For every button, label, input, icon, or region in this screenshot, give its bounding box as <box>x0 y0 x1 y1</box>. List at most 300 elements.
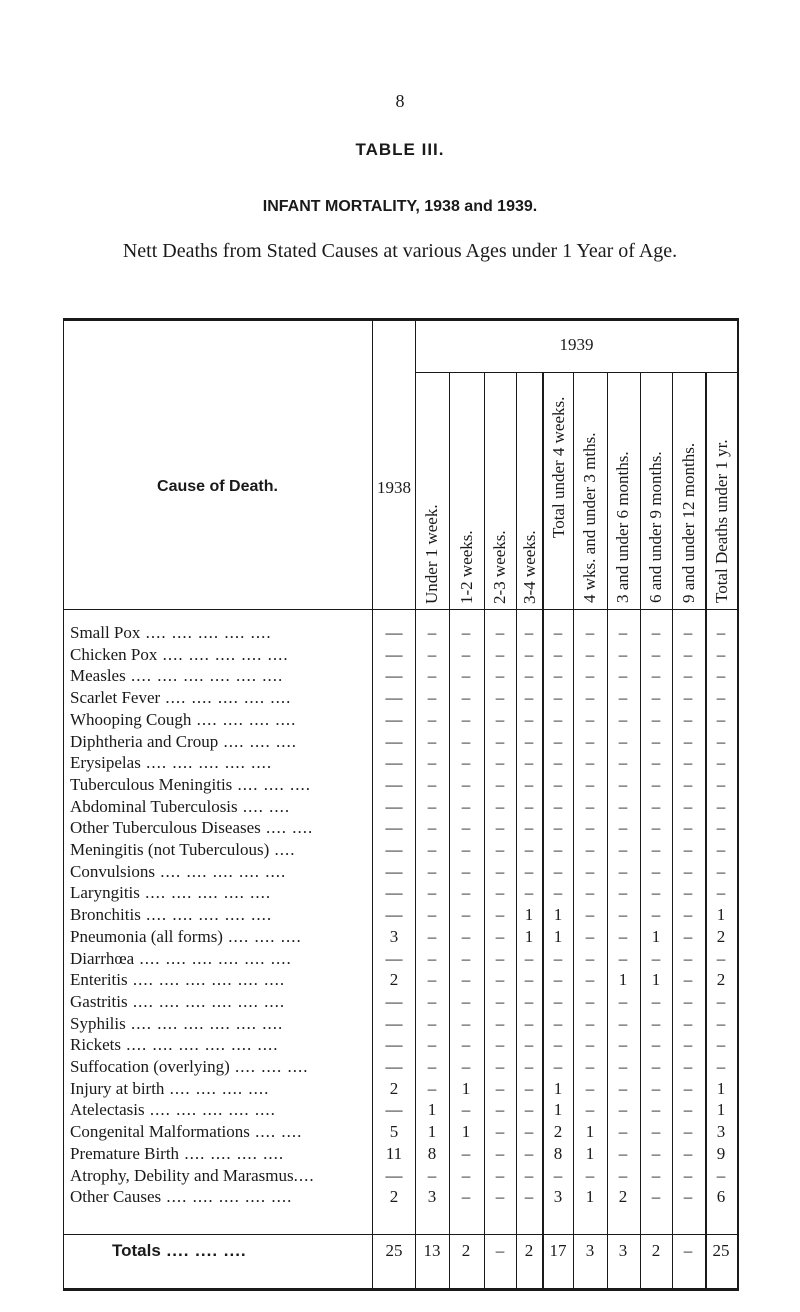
value-1939-col-9: – <box>683 1100 693 1119</box>
leader-dots: .... .... .... .... .... <box>140 753 273 772</box>
value-1939-col-2: – <box>461 883 471 902</box>
value-1939-col-5: – <box>553 710 563 729</box>
cause-label <box>70 1057 370 1077</box>
table-row <box>0 753 800 773</box>
value-1939-col-1: – <box>427 970 437 989</box>
value-1939-col-3: – <box>495 1187 505 1206</box>
value-1939-col-7: – <box>618 992 628 1011</box>
value-1939-col-5: 3 <box>553 1187 563 1206</box>
value-1939-col-1: – <box>427 666 437 685</box>
value-1938: — <box>385 992 403 1011</box>
value-1939-col-9: – <box>683 949 693 968</box>
cause-label <box>70 1035 370 1055</box>
value-1939-col-2: – <box>461 775 471 794</box>
cause-text: Gastritis <box>70 992 128 1011</box>
value-1939-col-3: – <box>495 862 505 881</box>
value-1939-col-4: – <box>524 840 534 859</box>
value-1939-col-7: – <box>618 1144 628 1163</box>
value-1939-col-7: – <box>618 883 628 902</box>
cause-label <box>70 645 370 665</box>
value-1939-col-5: – <box>553 818 563 837</box>
value-1939-col-8: – <box>651 1079 661 1098</box>
cause-text: Diphtheria and Croup <box>70 732 219 751</box>
value-1939-col-10: – <box>716 732 726 751</box>
value-1939-col-4: 1 <box>524 927 534 946</box>
table-row <box>0 1079 800 1099</box>
cause-text: Other Tuberculous Diseases <box>70 818 261 837</box>
value-1939-col-10: – <box>716 883 726 902</box>
table-row <box>0 1122 800 1142</box>
value-1939-col-3: – <box>495 710 505 729</box>
value-1939-col-6: – <box>585 970 595 989</box>
leader-dots: .... .... .... .... <box>179 1144 285 1163</box>
value-1939-col-3: – <box>495 775 505 794</box>
cause-text: Injury at birth <box>70 1079 165 1098</box>
value-1939-col-6: – <box>585 1079 595 1098</box>
leader-dots: .... .... .... .... <box>191 710 297 729</box>
leader-dots: .... .... .... .... .... .... <box>125 666 284 685</box>
value-1939-col-9: – <box>683 1035 693 1054</box>
value-1939-col-6: – <box>585 818 595 837</box>
value-1939-col-9: – <box>683 1187 693 1206</box>
value-1939-col-8: – <box>651 1166 661 1185</box>
value-1939-col-10: 2 <box>716 970 726 989</box>
value-1939-col-3: – <box>495 1014 505 1033</box>
value-1938: — <box>385 818 403 837</box>
table-row <box>0 623 800 643</box>
value-1939-col-3: – <box>495 1166 505 1185</box>
value-1939-col-3: – <box>495 1122 505 1141</box>
value-1939-col-5: – <box>553 688 563 707</box>
age-header-under-1-week: Under 1 week. <box>422 504 441 604</box>
value-1939-col-10: – <box>716 1166 726 1185</box>
table-row <box>0 1035 800 1055</box>
value-1939-col-8: – <box>651 883 661 902</box>
leader-dots: .... .... <box>260 818 314 837</box>
leader-dots: .... .... <box>237 797 291 816</box>
totals-text: Totals <box>112 1241 161 1260</box>
value-1939-col-2: – <box>461 623 471 642</box>
value-1939-col-3: – <box>495 883 505 902</box>
value-1939-col-10: – <box>716 949 726 968</box>
value-1939-col-9: – <box>683 905 693 924</box>
value-1939-col-2: – <box>461 818 471 837</box>
value-1939-col-8: – <box>651 753 661 772</box>
value-1939-col-10: – <box>716 645 726 664</box>
value-1939-col-2: – <box>461 1035 471 1054</box>
value-1939-col-5: – <box>553 623 563 642</box>
cause-label <box>70 905 370 925</box>
table-row <box>0 862 800 882</box>
table-row <box>0 797 800 817</box>
value-1939-col-6: 3 <box>585 1241 595 1260</box>
value-1939-col-7: – <box>618 949 628 968</box>
value-1939-col-4: – <box>524 970 534 989</box>
value-1939-col-5: – <box>553 949 563 968</box>
cause-text: Other Causes <box>70 1187 162 1206</box>
value-1939-col-8: – <box>651 797 661 816</box>
leader-dots: .... .... .... .... .... <box>161 1187 293 1206</box>
value-1939-col-4: – <box>524 1166 534 1185</box>
value-1939-col-3: – <box>495 927 505 946</box>
value-1939-col-9: – <box>683 688 693 707</box>
value-1939-col-10: – <box>716 992 726 1011</box>
value-1939-col-6: – <box>585 710 595 729</box>
value-1939-col-9: – <box>683 862 693 881</box>
value-1939-col-5: – <box>553 992 563 1011</box>
value-1939-col-7: – <box>618 688 628 707</box>
value-1939-col-7: – <box>618 1100 628 1119</box>
value-1939-col-8: 1 <box>651 927 661 946</box>
value-1939-col-1: – <box>427 883 437 902</box>
value-1938: 5 <box>389 1122 399 1141</box>
cause-text: Diarrhœa <box>70 949 135 968</box>
cause-label <box>70 753 370 773</box>
cause-label <box>70 992 370 1012</box>
value-1939-col-6: – <box>585 732 595 751</box>
value-1938: — <box>385 623 403 642</box>
table-row <box>0 883 800 903</box>
value-1939-col-3: – <box>495 992 505 1011</box>
table-row <box>0 710 800 730</box>
leader-dots: .... <box>293 1166 315 1185</box>
value-1939-col-9: – <box>683 1057 693 1076</box>
value-1939-col-1: – <box>427 927 437 946</box>
cause-label <box>70 1100 370 1120</box>
cause-label <box>70 970 370 990</box>
cause-text: Pneumonia (all forms) <box>70 927 223 946</box>
value-1938: — <box>385 949 403 968</box>
value-1939-col-1: – <box>427 1079 437 1098</box>
value-1939-col-7: – <box>618 840 628 859</box>
value-1939-col-5: 2 <box>553 1122 563 1141</box>
value-1939-col-1: – <box>427 623 437 642</box>
value-1939-col-2: – <box>461 949 471 968</box>
value-1939-col-4: – <box>524 1079 534 1098</box>
table-row <box>0 1100 800 1120</box>
cause-label <box>70 840 370 860</box>
value-1939-col-2: – <box>461 1187 471 1206</box>
value-1939-col-4: – <box>524 862 534 881</box>
value-1939-col-5: – <box>553 1014 563 1033</box>
value-1939-col-3: – <box>495 1100 505 1119</box>
value-1939-col-4: – <box>524 1187 534 1206</box>
cause-text: Premature Birth <box>70 1144 180 1163</box>
value-1938: — <box>385 905 403 924</box>
value-1939-col-6: – <box>585 1057 595 1076</box>
leader-dots: .... .... .... <box>229 1057 309 1076</box>
leader-dots: .... .... .... .... .... <box>160 688 292 707</box>
value-1939-col-8: – <box>651 775 661 794</box>
value-1939-col-10: – <box>716 623 726 642</box>
value-1939-col-2: – <box>461 992 471 1011</box>
value-1939-col-8: – <box>651 623 661 642</box>
value-1939-col-4: – <box>524 753 534 772</box>
value-1939-col-5: – <box>553 753 563 772</box>
value-1939-col-10: 25 <box>712 1241 730 1260</box>
leader-dots: .... .... <box>249 1122 303 1141</box>
value-1939-col-8: – <box>651 1122 661 1141</box>
value-1939-col-9: – <box>683 1079 693 1098</box>
table-row <box>0 1187 800 1207</box>
value-1938: 2 <box>389 1079 399 1098</box>
value-1939-col-10: 1 <box>716 1079 726 1098</box>
cause-text: Syphilis <box>70 1014 126 1033</box>
value-1939-col-6: – <box>585 992 595 1011</box>
value-1938: — <box>385 797 403 816</box>
leader-dots: .... .... .... .... .... <box>140 905 273 924</box>
value-1939-col-2: – <box>461 862 471 881</box>
value-1939-col-8: 1 <box>651 970 661 989</box>
value-1939-col-1: – <box>427 1014 437 1033</box>
age-header-6-9-months: 6 and under 9 months. <box>646 451 665 603</box>
value-1938: — <box>385 1166 403 1185</box>
value-1939-col-9: – <box>683 927 693 946</box>
value-1939-col-4: – <box>524 645 534 664</box>
value-1939-col-1: – <box>427 992 437 1011</box>
value-1939-col-7: – <box>618 818 628 837</box>
value-1939-col-10: – <box>716 1035 726 1054</box>
leader-dots: .... .... .... .... .... <box>155 862 287 881</box>
value-1939-col-4: – <box>524 1057 534 1076</box>
leader-dots: .... .... .... .... .... .... <box>125 1014 284 1033</box>
value-1939-col-10: – <box>716 753 726 772</box>
value-1938: — <box>385 732 403 751</box>
value-1938: — <box>385 840 403 859</box>
value-1938: 2 <box>389 1187 399 1206</box>
value-1939-col-5: 1 <box>553 1079 563 1098</box>
table-row <box>0 645 800 665</box>
value-1938: 2 <box>389 970 399 989</box>
value-1939-col-5: – <box>553 775 563 794</box>
value-1939-col-4: – <box>524 992 534 1011</box>
value-1939-col-1: 3 <box>427 1187 437 1206</box>
value-1939-col-5: 1 <box>553 1100 563 1119</box>
value-1939-col-1: – <box>427 1166 437 1185</box>
value-1939-col-6: 1 <box>585 1122 595 1141</box>
table-row <box>0 1144 800 1164</box>
value-1939-col-2: – <box>461 1057 471 1076</box>
value-1939-col-2: – <box>461 1014 471 1033</box>
value-1939-col-8: – <box>651 710 661 729</box>
value-1939-col-10: 9 <box>716 1144 726 1163</box>
value-1939-col-2: – <box>461 645 471 664</box>
value-1939-col-7: – <box>618 753 628 772</box>
value-1939-col-3: – <box>495 623 505 642</box>
value-1939-col-6: – <box>585 949 595 968</box>
leader-dots: .... .... .... .... .... <box>140 623 272 642</box>
value-1939-col-4: – <box>524 623 534 642</box>
value-1939-col-4: – <box>524 797 534 816</box>
totals-label <box>112 1241 370 1261</box>
value-1939-col-1: – <box>427 905 437 924</box>
value-1939-col-5: 1 <box>553 905 563 924</box>
value-1939-col-9: – <box>683 840 693 859</box>
value-1939-col-4: – <box>524 1014 534 1033</box>
value-1939-col-1: – <box>427 818 437 837</box>
value-1939-col-9: – <box>683 1241 693 1260</box>
value-1939-col-7: – <box>618 927 628 946</box>
value-1938: — <box>385 883 403 902</box>
cause-label <box>70 949 370 969</box>
value-1939-col-6: – <box>585 666 595 685</box>
table-row <box>0 1014 800 1034</box>
value-1939-col-1: – <box>427 949 437 968</box>
cause-text: Convulsions <box>70 862 156 881</box>
value-1939-col-10: 3 <box>716 1122 726 1141</box>
value-1939-col-4: – <box>524 949 534 968</box>
value-1939-col-1: – <box>427 753 437 772</box>
cause-text: Abdominal Tuberculosis <box>70 797 238 816</box>
value-1939-col-9: – <box>683 818 693 837</box>
value-1939-col-5: – <box>553 840 563 859</box>
cause-label <box>70 1014 370 1034</box>
value-1939-col-7: – <box>618 797 628 816</box>
value-1939-col-10: – <box>716 862 726 881</box>
value-1938: 11 <box>385 1144 403 1163</box>
value-1939-col-7: – <box>618 1166 628 1185</box>
header-bottom-rule <box>63 609 739 610</box>
value-1938: — <box>385 645 403 664</box>
leader-dots: .... .... .... .... <box>164 1079 270 1098</box>
value-1939-col-3: – <box>495 1144 505 1163</box>
value-1939-col-1: – <box>427 688 437 707</box>
table-row <box>0 1057 800 1077</box>
cause-label <box>70 732 370 752</box>
value-1939-col-1: – <box>427 710 437 729</box>
value-1939-col-6: – <box>585 883 595 902</box>
value-1939-col-10: – <box>716 666 726 685</box>
table-row <box>0 688 800 708</box>
value-1939-col-2: – <box>461 753 471 772</box>
value-1939-col-8: – <box>651 992 661 1011</box>
cause-label <box>70 666 370 686</box>
age-header-1-2-weeks: 1-2 weeks. <box>457 530 476 604</box>
value-1939-col-9: – <box>683 753 693 772</box>
totals-row <box>0 1241 800 1261</box>
cause-text: Atelectasis <box>70 1100 145 1119</box>
leader-dots: .... .... .... <box>232 775 312 794</box>
leader-dots: .... .... .... <box>222 927 302 946</box>
value-1939-col-1: – <box>427 732 437 751</box>
cause-text: Small Pox <box>70 623 141 642</box>
leader-dots: .... .... .... <box>218 732 297 751</box>
table-heading: TABLE III. <box>355 140 445 159</box>
cause-text: Rickets <box>70 1035 121 1054</box>
age-header-3-4-weeks: 3-4 weeks. <box>520 530 539 604</box>
value-1939-col-1: – <box>427 797 437 816</box>
leader-dots: .... .... .... .... .... <box>139 883 272 902</box>
value-1938: — <box>385 1014 403 1033</box>
value-1939-col-9: – <box>683 992 693 1011</box>
value-1939-col-3: – <box>495 949 505 968</box>
value-1939-col-9: – <box>683 645 693 664</box>
age-header-total-under-4-weeks: Total under 4 weeks. <box>549 396 568 538</box>
value-1939-col-8: – <box>651 645 661 664</box>
cause-label <box>70 1122 370 1142</box>
value-1939-col-6: – <box>585 840 595 859</box>
value-1939-col-1: – <box>427 645 437 664</box>
age-header-total-under-1-yr: Total Deaths under 1 yr. <box>712 439 731 603</box>
cause-label <box>70 883 370 903</box>
value-1939-col-1: 13 <box>423 1241 441 1260</box>
value-1939-col-2: – <box>461 732 471 751</box>
table-row <box>0 818 800 838</box>
value-1939-col-4: – <box>524 775 534 794</box>
value-1939-col-3: – <box>495 645 505 664</box>
value-1939-col-7: – <box>618 645 628 664</box>
value-1939-col-4: 1 <box>524 905 534 924</box>
table-subheading: INFANT MORTALITY, 1938 and 1939. <box>262 198 538 215</box>
cause-text: Erysipelas <box>70 753 141 772</box>
value-1939-col-10: 6 <box>716 1187 726 1206</box>
value-1939-col-6: – <box>585 1014 595 1033</box>
cause-label <box>70 688 370 708</box>
value-1939-col-6: – <box>585 905 595 924</box>
year1939-header: 1939 <box>559 335 594 354</box>
value-1939-col-6: – <box>585 797 595 816</box>
value-1939-col-9: – <box>683 1166 693 1185</box>
cause-label <box>70 775 370 795</box>
value-1939-col-9: – <box>683 883 693 902</box>
cause-text: Suffocation (overlying) <box>70 1057 230 1076</box>
value-1938: — <box>385 666 403 685</box>
value-1939-col-10: 2 <box>716 927 726 946</box>
value-1939-col-9: – <box>683 623 693 642</box>
value-1939-col-10: – <box>716 710 726 729</box>
value-1938: — <box>385 862 403 881</box>
value-1939-col-7: – <box>618 710 628 729</box>
value-1939-col-5: – <box>553 883 563 902</box>
value-1939-col-6: – <box>585 1100 595 1119</box>
value-1939-col-7: – <box>618 775 628 794</box>
value-1938: — <box>385 753 403 772</box>
value-1938: — <box>385 1035 403 1054</box>
value-1939-col-4: – <box>524 666 534 685</box>
value-1939-col-10: 1 <box>716 1100 726 1119</box>
table-top-border <box>63 318 739 321</box>
value-1939-col-9: – <box>683 797 693 816</box>
value-1939-col-1: 8 <box>427 1144 437 1163</box>
value-1939-col-2: – <box>461 927 471 946</box>
table-row <box>0 732 800 752</box>
value-1939-col-5: – <box>553 970 563 989</box>
value-1939-col-9: – <box>683 1144 693 1163</box>
value-1939-col-5: – <box>553 1057 563 1076</box>
value-1938: — <box>385 1057 403 1076</box>
totals-rule <box>63 1234 739 1235</box>
value-1939-col-3: – <box>495 818 505 837</box>
value-1939-col-1: – <box>427 1035 437 1054</box>
value-1939-col-4: 2 <box>524 1241 534 1260</box>
value-1939-col-2: – <box>461 1144 471 1163</box>
value-1939-col-2: – <box>461 970 471 989</box>
value-1939-col-8: – <box>651 732 661 751</box>
value-1938: 3 <box>389 927 399 946</box>
value-1939-col-9: – <box>683 775 693 794</box>
value-1939-col-8: – <box>651 1035 661 1054</box>
value-1939-col-2: – <box>461 797 471 816</box>
value-1939-col-3: – <box>495 1241 505 1260</box>
value-1939-col-3: – <box>495 1035 505 1054</box>
value-1939-col-8: – <box>651 1057 661 1076</box>
table-row <box>0 927 800 947</box>
value-1939-col-3: – <box>495 1079 505 1098</box>
value-1939-col-2: 2 <box>461 1241 471 1260</box>
value-1939-col-10: – <box>716 818 726 837</box>
value-1938: — <box>385 710 403 729</box>
value-1939-col-10: – <box>716 840 726 859</box>
